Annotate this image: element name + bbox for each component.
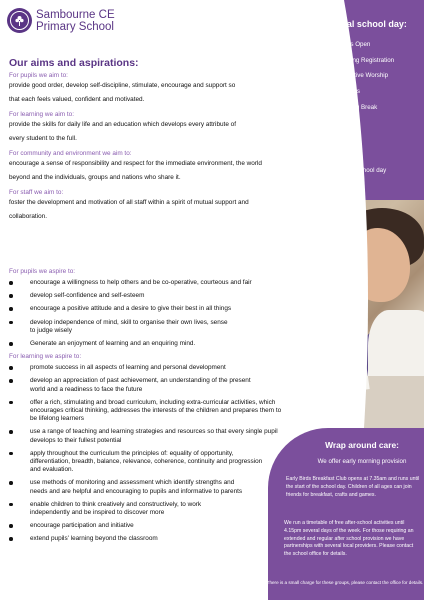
list-item: extend pupils' learning beyond the classroom [9, 535, 294, 543]
aspire-pupils-heading: For pupils we aspire to: [9, 268, 76, 275]
bullet-icon [9, 481, 13, 485]
aim-heading: For learning we aim to: [9, 111, 74, 118]
school-name-line1: Sambourne CE [36, 9, 115, 21]
aim-heading: For pupils we aim to: [9, 72, 68, 79]
bullet-icon [9, 307, 13, 311]
list-item: offer a rich, stimulating and broad curriculum, including extra-curricular activities, which encourages critical thinking, addresses the interests of the children and prepares them to be lifelong learners [9, 399, 294, 424]
list-item: encourage a willingness to help others and be co-operative, courteous and fair [9, 279, 294, 287]
timetable-item: 09:20 - Lessons [316, 88, 361, 96]
bullet-icon [9, 294, 13, 298]
aspire-learning-list [9, 364, 294, 543]
wrap-care-afterschool-text: We run a timetable of free after-school activities until 4.15pm several days of the week. For those requiring an extended and regular after school provision we have partnerships with several local providers. Please contact the school office for details. [284, 520, 414, 558]
timetable-item: 10:45 - Morning Break [316, 103, 378, 111]
timetable-title: A typical school day: [317, 19, 407, 29]
list-item: encourage a positive attitude and a desire to give their best in all things [9, 305, 294, 313]
bullet-icon [9, 452, 13, 456]
wrap-care-breakfast-text: Early Birds Breakfast Club opens at 7.35am and runs until the start of the school day. Children of all ages can join friends for breakfast, crafts and games. [286, 476, 420, 498]
bullet-icon [9, 281, 13, 285]
school-name-line2: Primary School [36, 20, 114, 33]
bullet-icon [9, 524, 13, 528]
bullet-icon [9, 379, 13, 383]
bullet-icon [9, 321, 13, 325]
aspire-learning-heading: For learning we aspire to: [9, 353, 82, 361]
timetable-item: 11:00 - Lessons [316, 119, 360, 127]
list-item: develop independence of mind, skill to organise their own lives, sense to judge wisely [9, 319, 294, 335]
page-title: Our aims and aspirations: [9, 57, 139, 69]
timetable-item: 08:45 - Morning Registration [316, 56, 395, 64]
aim-text: provide good order, develop self-discipline, stimulate, encourage and support so [9, 82, 236, 89]
list-item: develop an appreciation of past achievement, an understanding of the present world and a readiness to face the future [9, 377, 294, 393]
list-item: use a range of teaching and learning strategies and resources so that every single pupil develops to their fullest potential [9, 428, 294, 444]
aim-text: collaboration. [9, 213, 48, 220]
aim-heading: For community and environment we aim to: [9, 150, 132, 157]
list-item: enable children to think creatively and constructively, to work independently and be inspired to discover more [9, 501, 294, 517]
list-item: apply throughout the curriculum the principles of: equality of opportunity, differentiation, breadth, balance, relevance, coherence, continuity and progression and evaluation. [9, 450, 294, 475]
bullet-icon [9, 366, 13, 370]
timetable-item: 13:00 - Lessons [316, 150, 361, 158]
school-logo [7, 8, 32, 33]
bullet-icon [9, 503, 13, 507]
wrap-care-note: There is a small charge for these groups, please contact the office for details. [266, 580, 424, 585]
list-item: encourage participation and initiative [9, 522, 294, 530]
school-name [36, 10, 115, 33]
list-item: use methods of monitoring and assessment which identify strengths and needs and are helpful and encouraging to pupils and informative to parents [9, 479, 294, 495]
timetable-item: 08:35 - Gates Open [316, 41, 371, 48]
wrap-care-subtitle: We offer early morning provision [317, 458, 407, 465]
list-item: Generate an enjoyment of learning and an enquiring mind. [9, 340, 294, 348]
aim-text: beyond and the individuals, groups and nations who share it. [9, 174, 181, 181]
bullet-icon [9, 401, 13, 405]
aspirations-section [9, 268, 294, 549]
aim-text: provide the skills for daily life and an education which develops every attribute of [9, 121, 236, 128]
list-item: promote success in all aspects of learning and personal development [9, 364, 294, 372]
aspire-pupils-list [9, 279, 294, 348]
bullet-icon [9, 537, 13, 541]
aim-text: encourage a sense of responsibility and respect for the immediate environment, the world [9, 160, 262, 167]
aim-heading: For staff we aim to: [9, 189, 64, 196]
aims-section [9, 72, 309, 224]
wrap-care-title: Wrap around care: [325, 440, 399, 450]
timetable-item: 15:15 - End of school day [316, 166, 387, 174]
list-item: develop self-confidence and self-esteem [9, 292, 294, 300]
aim-text: every student to the full. [9, 135, 77, 142]
bullet-icon [9, 430, 13, 434]
aim-text: that each feels valued, confident and motivated. [9, 96, 145, 103]
timetable-list [316, 40, 422, 181]
timetable-item: 12:00 - Lunch [316, 135, 354, 143]
bullet-icon [9, 342, 13, 346]
aim-text: foster the development and motivation of all staff within a spirit of mutual support and [9, 199, 249, 206]
timetable-item: 09:00 - Collective Worship [316, 72, 389, 80]
wrap-care-box [268, 428, 424, 600]
